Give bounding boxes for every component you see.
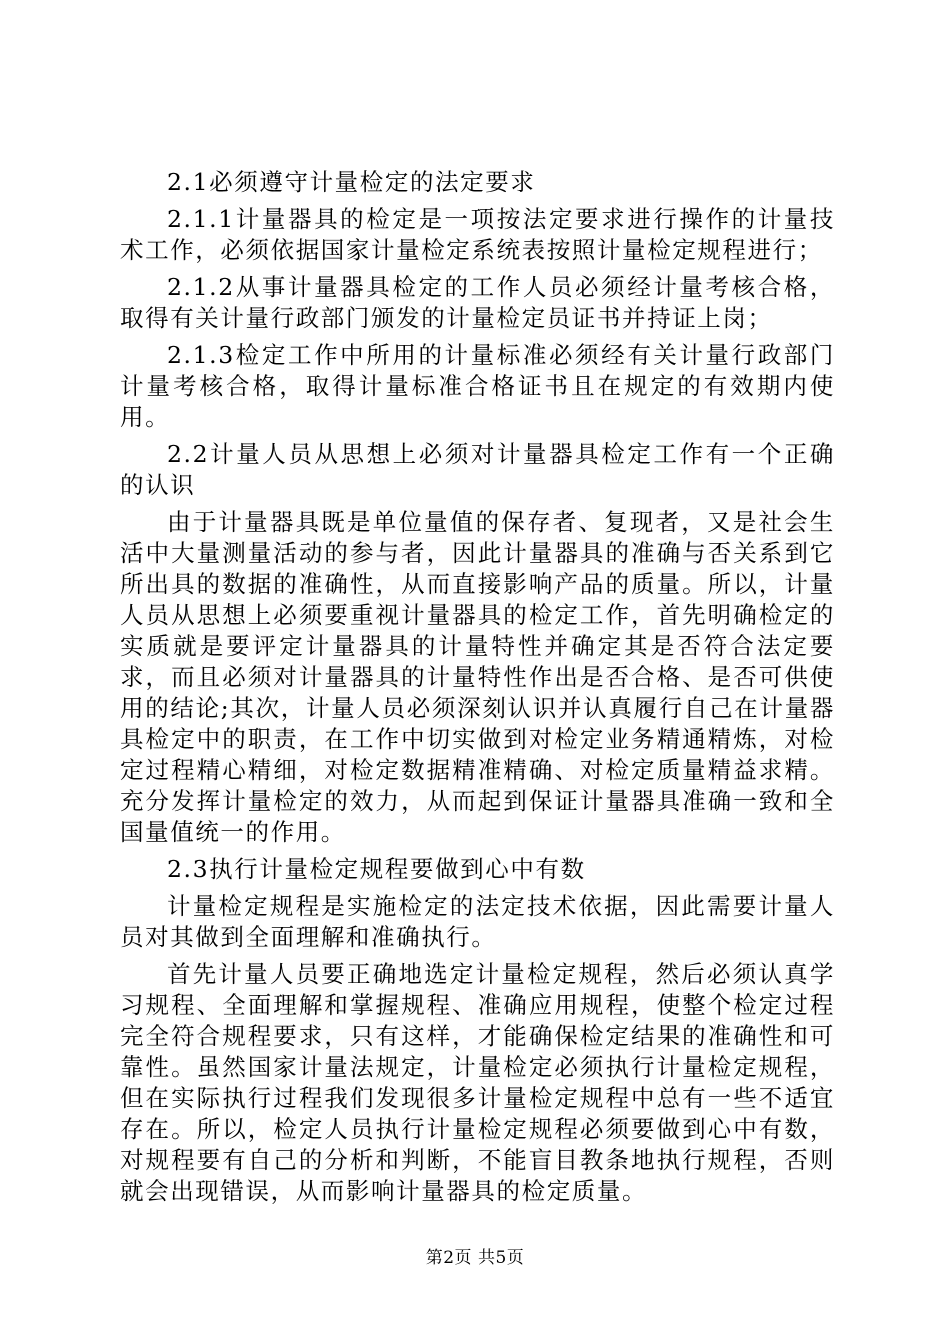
- paragraph-2-3-body: 首先计量人员要正确地选定计量检定规程，然后必须认真学习规程、全面理解和掌握规程、准确应用规程，使整个检定过程完全符合规程要求，只有这样，才能确保检定结果的准确性和可靠性。虽然国家计量法规定，计量检定必须执行计量检定规程，但在实际执行过程我们发现很多计量检定规程中总有一些不适宜存在。所以，检定人员执行计量检定规程必须要做到心中有数，对规程要有自己的分析和判断，不能盲目教条地执行规程，否则就会出现错误，从而影响计量器具的检定质量。: [120, 960, 835, 1205]
- section-heading-2-3: 2.3执行计量检定规程要做到心中有数: [167, 855, 586, 883]
- paragraph-2-1-2: 2.1.2从事计量器具检定的工作人员必须经计量考核合格，取得有关计量行政部门颁发的计量检定员证书并持证上岗；: [120, 273, 835, 332]
- page-number-footer: 第2页 共5页: [425, 1248, 525, 1268]
- section-heading-2-1: 2.1必须遵守计量检定的法定要求: [167, 168, 536, 196]
- paragraph-2-3-intro: 计量检定规程是实施检定的法定技术依据，因此需要计量人员对其做到全面理解和准确执行。: [120, 892, 835, 951]
- paragraph-2-2-body: 由于计量器具既是单位量值的保存者、复现者，又是社会生活中大量测量活动的参与者，因此计量器具的准确与否关系到它所出具的数据的准确性，从而直接影响产品的质量。所以，计量人员从思想上必须要重视计量器具的检定工作，首先明确检定的实质就是要评定计量器具的计量特性并确定其是否符合法定要求，而且必须对计量器具的计量特性作出是否合格、是否可供使用的结论;其次，计量人员必须深刻认识并认真履行自己在计量器具检定中的职责，在工作中切实做到对检定业务精通精炼，对检定过程精心精细，对检定数据精准精确、对检定质量精益求精。充分发挥计量检定的效力，从而起到保证计量器具准确一致和全国量值统一的作用。: [120, 508, 835, 846]
- section-heading-2-2: 2.2计量人员从思想上必须对计量器具检定工作有一个正确的认识: [120, 440, 835, 499]
- document-body: [120, 167, 835, 1213]
- paragraph-2-1-1: 2.1.1计量器具的检定是一项按法定要求进行操作的计量技术工作，必须依据国家计量检定系统表按照计量检定规程进行；: [120, 205, 835, 264]
- paragraph-2-1-3: 2.1.3检定工作中所用的计量标准必须经有关计量行政部门计量考核合格，取得计量标准合格证书且在规定的有效期内使用。: [120, 341, 835, 431]
